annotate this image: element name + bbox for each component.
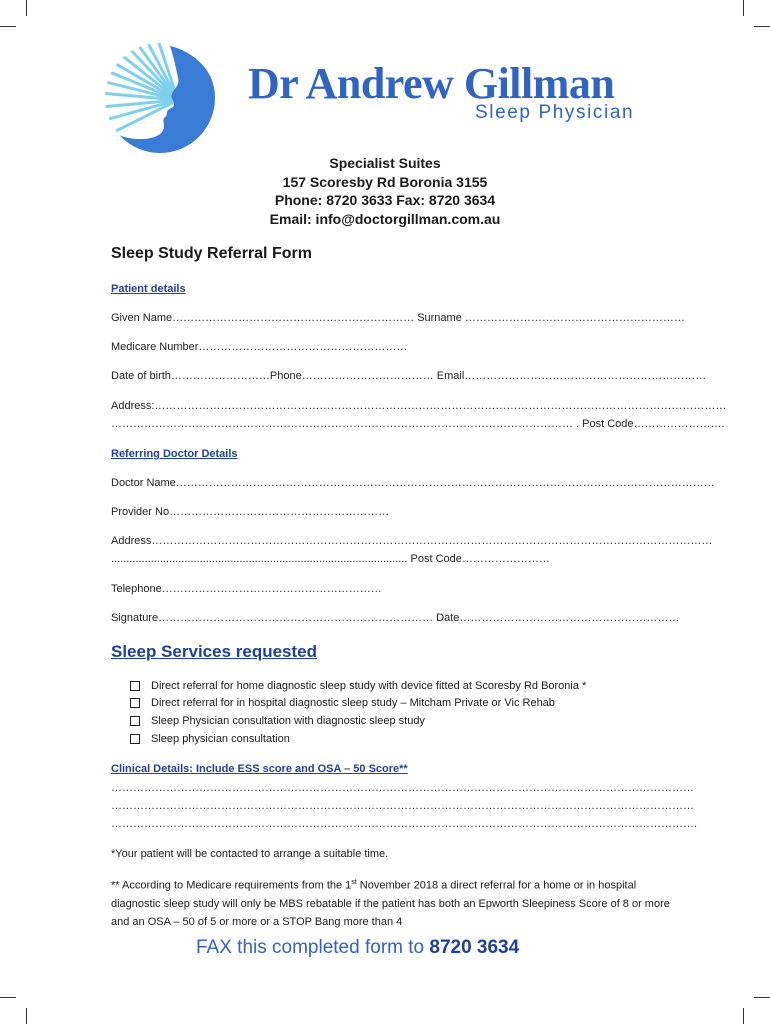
checkbox-icon[interactable] — [130, 681, 140, 691]
medicare-note-text: ** According to Medicare requirements from the 1 — [111, 879, 352, 892]
service-option-label: Direct referral for home diagnostic sleep study with device fitted at Scoresby Rd Boronia * — [151, 680, 587, 692]
given-name-surname-field[interactable]: Given Name………………………………………………………… Surname …………………………………………………… — [111, 312, 685, 324]
crop-mark — [743, 1008, 744, 1024]
checkbox-icon[interactable] — [130, 698, 140, 708]
head-profile-logo — [100, 38, 220, 158]
provider-number-field[interactable]: Provider No…………………………………………………… — [111, 506, 390, 518]
contact-address: 157 Scoresby Rd Boronia 3155 — [282, 173, 488, 190]
checkbox-icon[interactable] — [130, 716, 140, 726]
patient-details-heading: Patient details — [111, 283, 186, 295]
crop-mark — [26, 1008, 27, 1024]
contact-phone: Phone: 8720 3633 Fax: 8720 3634 — [274, 192, 496, 208]
fax-instruction — [196, 937, 519, 959]
checkbox-icon[interactable] — [130, 734, 140, 744]
service-option-label: Direct referral for in hospital diagnostic sleep study – Mitcham Private or Vic Rehab — [151, 697, 555, 709]
contact-block — [0, 154, 770, 228]
form-title: Sleep Study Referral Form — [111, 245, 312, 262]
medicare-number-field[interactable]: Medicare Number………………………………………………… — [111, 341, 408, 353]
patient-postcode-field[interactable]: ……………………………………………………………………………………………………………… . Post Code……………………. — [111, 418, 725, 430]
crop-mark — [0, 26, 16, 27]
doctor-telephone-field[interactable]: Telephone…………………………………………………… — [111, 583, 382, 595]
crop-mark — [754, 26, 770, 27]
physician-subtitle: Sleep Physician — [475, 102, 635, 123]
service-option-label: Sleep Physician consultation with diagnostic sleep study — [151, 715, 425, 727]
service-option-home-study[interactable] — [130, 680, 586, 692]
medicare-note-text-rest: November 2018 a direct referral for a home or in hospital diagnostic sleep study will only be MBS rebatable if the patient has both an Epworth Sleepiness Score of 8 or more and an OSA – 50 of 5 or more or a STOP Bang more than 4 — [111, 879, 670, 928]
fax-instruction-text: FAX this completed form to — [196, 937, 430, 958]
service-option-hospital-study[interactable] — [130, 697, 555, 709]
dob-phone-email-field[interactable]: Date of birth………………………Phone……………………………… Email………………………………………………………… — [111, 370, 707, 382]
physician-name: Dr Andrew Gillman — [248, 59, 615, 108]
crop-mark — [754, 997, 770, 998]
patient-address-field[interactable]: Address:………………………………………………………………………………………………………………………………………… — [111, 400, 727, 412]
contact-suite: Specialist Suites — [329, 155, 441, 171]
service-option-consultation[interactable] — [130, 733, 290, 745]
fax-number: 8720 3634 — [429, 937, 520, 958]
service-option-consultation-with-study[interactable] — [130, 715, 425, 727]
doctor-postcode-field[interactable]: ................................................................................................. Post Code…………………… — [111, 553, 550, 565]
crop-mark — [0, 997, 16, 998]
crop-mark — [26, 0, 27, 16]
sleep-services-heading: Sleep Services requested — [111, 642, 318, 661]
clinical-details-heading: Clinical Details: Include ESS score and OSA – 50 Score** — [111, 763, 408, 775]
crop-mark — [743, 0, 744, 16]
clinical-details-line[interactable]: …………………………………………………………………………………………………………………………………………… — [111, 800, 694, 812]
medicare-note-superscript: st — [351, 879, 357, 886]
clinical-details-line[interactable]: …………………………………………………………………………………………………………………………………………… — [111, 782, 694, 794]
signature-date-field[interactable]: Signature………………………………………………………………… Date…………………………………………………… — [111, 612, 680, 624]
medicare-note — [111, 874, 671, 931]
doctor-name-field[interactable]: Doctor Name………………………………………………………………………………………………………………………………… — [111, 477, 715, 489]
contact-note: *Your patient will be contacted to arrange a suitable time. — [111, 848, 389, 860]
referring-doctor-heading: Referring Doctor Details — [111, 448, 238, 460]
contact-email: Email: info@doctorgillman.com.au — [269, 210, 501, 227]
doctor-address-field[interactable]: Address……………………………………………………………………………………………………………………………………… — [111, 535, 713, 547]
service-option-label: Sleep physician consultation — [151, 733, 290, 745]
clinical-details-line[interactable]: ……………………………………………………………………………………………………………………………………………. — [111, 818, 698, 830]
